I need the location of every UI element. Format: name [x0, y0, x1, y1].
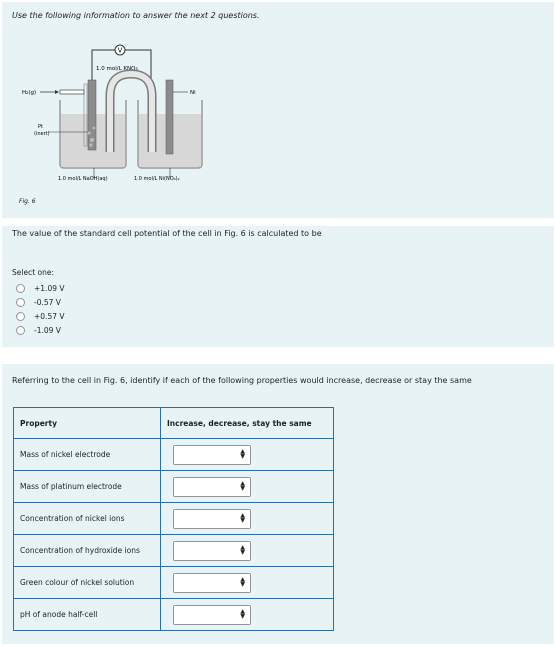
- salt-bridge-label: 1.0 mol/L KNO₃: [96, 66, 138, 72]
- option-2[interactable]: [16, 296, 61, 308]
- up-down-chevron-icon: ▲ ▼: [240, 447, 245, 460]
- left-solution-label: 1.0 mol/L NaOH(aq): [58, 176, 108, 182]
- property-name: Concentration of hydroxide ions: [14, 535, 161, 567]
- up-down-chevron-icon: ▲ ▼: [240, 575, 245, 588]
- table-row: [14, 503, 334, 535]
- table-row: [14, 439, 334, 471]
- info-block: [2, 2, 554, 218]
- answer-dropdown[interactable]: [173, 605, 251, 625]
- property-header: Property: [14, 408, 161, 439]
- property-name: Mass of platinum electrode: [14, 471, 161, 503]
- nickel-electrode: [166, 80, 173, 154]
- table-header-row: [14, 408, 334, 439]
- property-name: Green colour of nickel solution: [14, 567, 161, 599]
- question-2-text: Referring to the cell in Fig. 6, identify if each of the following properties would increase, decrease or stay the same: [12, 376, 472, 385]
- option-label: -1.09 V: [34, 325, 61, 335]
- option-1[interactable]: [16, 282, 65, 294]
- answer-dropdown[interactable]: [173, 445, 251, 465]
- answer-dropdown[interactable]: [173, 541, 251, 561]
- properties-table: [13, 407, 334, 631]
- select-one-label: Select one:: [12, 268, 55, 277]
- question-1-text: The value of the standard cell potential of the cell in Fig. 6 is calculated to be: [12, 229, 322, 238]
- option-4[interactable]: [16, 324, 61, 336]
- ni-label: Ni: [190, 90, 196, 96]
- radio-button[interactable]: [16, 312, 25, 321]
- question-1: [2, 226, 554, 347]
- table-row: [14, 535, 334, 567]
- pt-label: Pt: [38, 124, 43, 130]
- radio-button[interactable]: [16, 284, 25, 293]
- intro-text: Use the following information to answer the next 2 questions.: [12, 11, 260, 20]
- property-name: Mass of nickel electrode: [14, 439, 161, 471]
- figure-caption: Fig. 6: [19, 198, 36, 205]
- answer-dropdown[interactable]: [173, 477, 251, 497]
- up-down-chevron-icon: ▲ ▼: [240, 607, 245, 620]
- hydrogen-gas-label: H₂(g): [22, 90, 37, 96]
- question-2: [2, 364, 554, 644]
- radio-button[interactable]: [16, 298, 25, 307]
- option-label: +0.57 V: [34, 311, 65, 321]
- right-solution-label: 1.0 mol/L Ni(NO₃)₂: [134, 176, 180, 182]
- property-name: pH of anode half-cell: [14, 599, 161, 631]
- option-label: +1.09 V: [34, 283, 65, 293]
- answer-dropdown[interactable]: [173, 509, 251, 529]
- change-header: Increase, decrease, stay the same: [161, 408, 334, 439]
- up-down-chevron-icon: ▲ ▼: [240, 479, 245, 492]
- table-row: [14, 567, 334, 599]
- option-3[interactable]: [16, 310, 65, 322]
- answer-dropdown[interactable]: [173, 573, 251, 593]
- up-down-chevron-icon: ▲ ▼: [240, 511, 245, 524]
- electrochemical-cell-diagram: [22, 42, 212, 182]
- option-label: -0.57 V: [34, 297, 61, 307]
- voltmeter-symbol: V: [117, 46, 123, 55]
- property-name: Concentration of nickel ions: [14, 503, 161, 535]
- radio-button[interactable]: [16, 326, 25, 335]
- inert-label: (inert): [34, 131, 50, 137]
- table-row: [14, 471, 334, 503]
- up-down-chevron-icon: ▲ ▼: [240, 543, 245, 556]
- table-row: [14, 599, 334, 631]
